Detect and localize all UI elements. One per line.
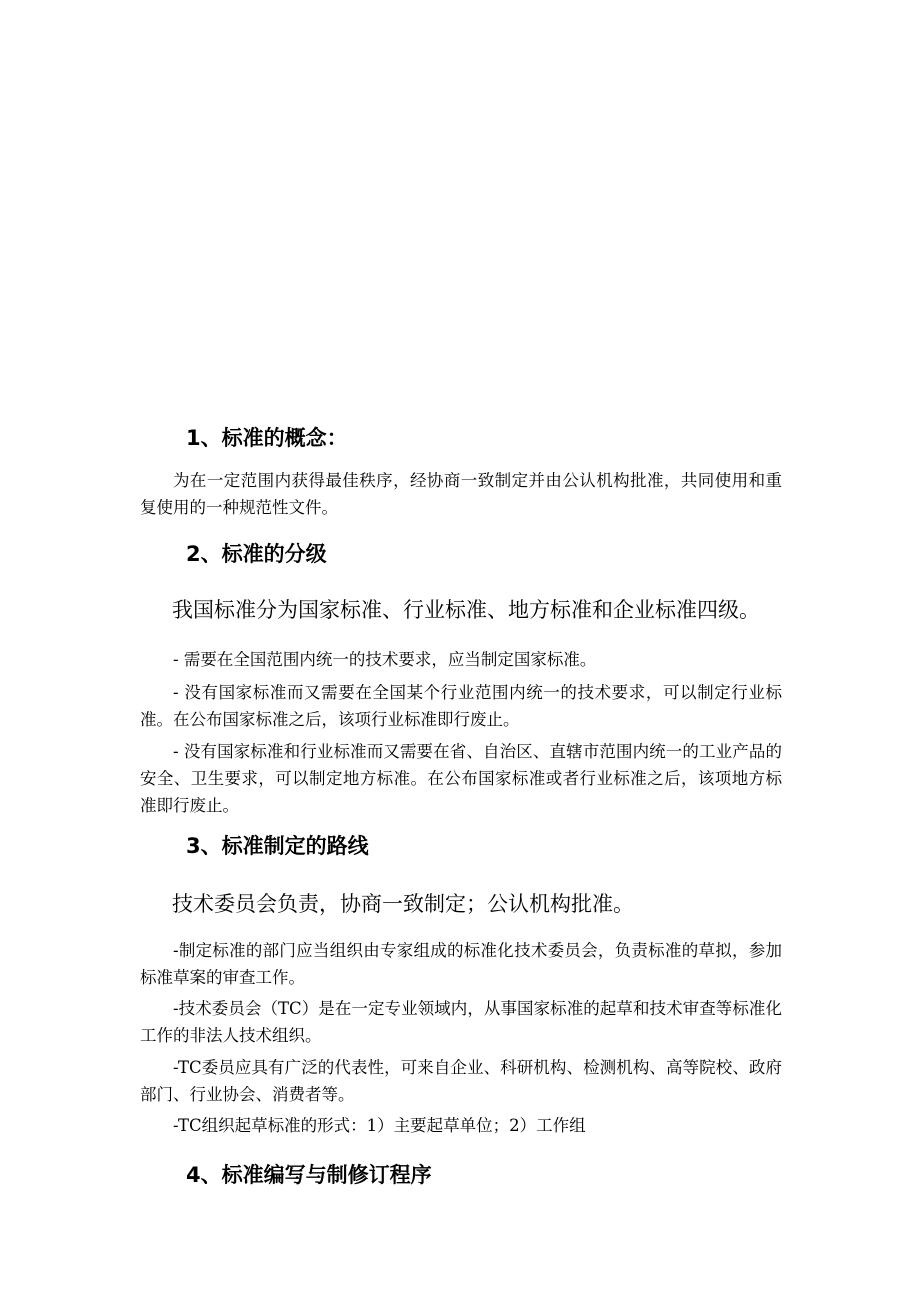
- section-4-heading: 4、标准编写与制修订程序: [186, 1163, 432, 1187]
- section-3-heading: 3、标准制定的路线: [186, 834, 369, 858]
- section-1-paragraph-1: 为在一定范围内获得最佳秩序，经协商一致制定并由公认机构批准，共同使用和重复使用的一种规范性文件。: [140, 471, 782, 517]
- section-3-paragraph-3: -TC委员应具有广泛的代表性，可来自企业、科研机构、检测机构、高等院校、政府部门、行业协会、消费者等。: [140, 1058, 782, 1104]
- section-2-heading: 2、标准的分级: [186, 542, 327, 566]
- section-3-lead: 技术委员会负责，协商一致制定；公认机构批准。: [172, 892, 634, 916]
- section-2-paragraph-1: - 需要在全国范围内统一的技术要求，应当制定国家标准。: [173, 650, 597, 669]
- section-3-paragraph-1: -制定标准的部门应当组织由专家组成的标准化技术委员会，负责标准的草拟，参加标准草案的审查工作。: [140, 941, 782, 987]
- section-2-lead: 我国标准分为国家标准、行业标准、地方标准和企业标准四级。: [172, 598, 760, 622]
- section-2-paragraph-2: - 没有国家标准而又需要在全国某个行业范围内统一的技术要求，可以制定行业标准。在公布国家标准之后，该项行业标准即行废止。: [140, 683, 782, 729]
- section-1-heading: 1、标准的概念：: [186, 426, 348, 450]
- section-2-paragraph-3: - 没有国家标准和行业标准而又需要在省、自治区、直辖市范围内统一的工业产品的安全、卫生要求，可以制定地方标准。在公布国家标准或者行业标准之后，该项地方标准即行废止。: [140, 742, 782, 815]
- section-3-paragraph-4: -TC组织起草标准的形式：1）主要起草单位；2）工作组: [173, 1116, 586, 1135]
- section-3-paragraph-2: -技术委员会（TC）是在一定专业领域内，从事国家标准的起草和技术审查等标准化工作的非法人技术组织。: [140, 999, 782, 1045]
